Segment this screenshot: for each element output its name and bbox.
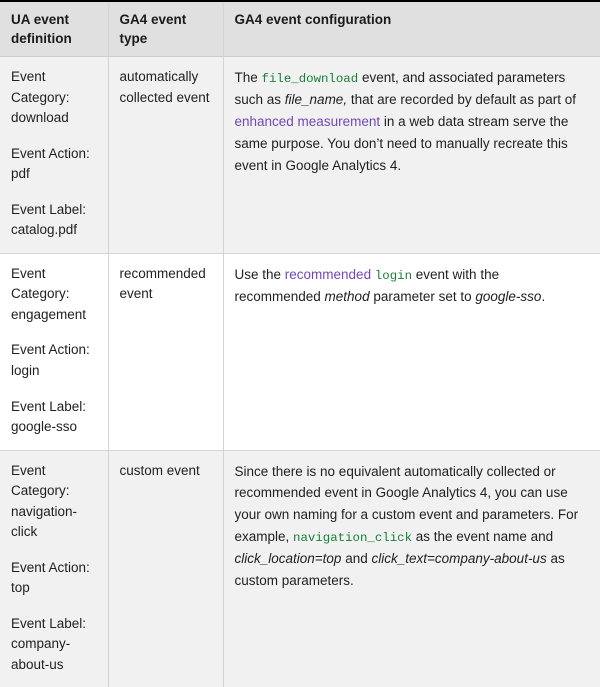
event-label-label: Event Label: <box>11 201 87 217</box>
table-row <box>0 450 600 687</box>
cell-ua-event-definition <box>0 253 108 450</box>
event-label-value: catalog.pdf <box>11 222 78 238</box>
event-action-label: Event Action: <box>11 145 90 161</box>
event-label-block <box>11 397 97 438</box>
event-label-label: Event Label: <box>11 615 87 631</box>
event-category-label: Event Category: <box>11 265 70 302</box>
column-header-ua-event-definition: UA event definition <box>0 2 108 57</box>
event-category-value: engagement <box>11 306 87 322</box>
configuration-text <box>235 264 590 308</box>
configuration-text <box>235 67 590 177</box>
event-action-value: top <box>11 580 30 596</box>
text-fragment: The <box>234 70 262 86</box>
event-category-block <box>11 461 97 543</box>
param-click-location: click_location=top <box>234 551 342 567</box>
text-fragment: and <box>341 551 372 567</box>
event-category-label: Event Category: <box>11 69 70 105</box>
cell-ua-event-definition <box>0 57 108 254</box>
table-header <box>0 2 600 57</box>
configuration-text <box>235 461 590 592</box>
event-label-label: Event Label: <box>11 398 87 414</box>
text-fragment: in a web data stream serve the same purpose. You don’t need to manually recreate this event in Google Analytics 4. <box>234 114 569 173</box>
event-label-block <box>11 614 97 676</box>
table-row <box>0 57 600 254</box>
code-navigation-click: navigation_click <box>293 531 413 546</box>
cell-ga4-event-configuration <box>223 57 600 254</box>
event-label-block <box>11 200 97 241</box>
text-fragment: parameter set to <box>369 289 476 305</box>
event-category-label: Event Category: <box>11 462 70 499</box>
link-recommended[interactable]: recommended <box>284 266 372 282</box>
event-category-value: download <box>11 110 69 126</box>
ua-to-ga4-event-mapping-table <box>0 2 600 687</box>
param-method: method <box>324 289 370 305</box>
event-action-label: Event Action: <box>11 342 90 358</box>
event-label-value: company-about-us <box>11 636 71 672</box>
event-action-label: Event Action: <box>11 559 90 575</box>
event-category-block <box>11 67 97 129</box>
text-fragment: as the event name and <box>412 529 554 545</box>
event-action-block <box>11 144 97 185</box>
text-fragment: Since there is no equivalent automatically collected or recommended event in Google Analytics 4, you can use your own naming for a custom event and parameters. For example, <box>234 463 579 545</box>
text-fragment: event with the recommended <box>234 266 500 305</box>
cell-ga4-event-type: recommended event <box>108 253 223 450</box>
cell-ga4-event-type: automatically collected event <box>108 57 223 254</box>
event-action-value: pdf <box>11 166 30 182</box>
column-header-ga4-event-configuration: GA4 event configuration <box>223 2 600 57</box>
table-row <box>0 253 600 450</box>
cell-ga4-event-configuration <box>223 450 600 687</box>
code-login: login <box>374 268 413 283</box>
text-fragment: that are recorded by default as part of <box>347 92 576 108</box>
param-file-name: file_name, <box>284 92 348 108</box>
table-body <box>0 57 600 687</box>
link-enhanced-measurement[interactable]: enhanced measurement <box>234 114 381 130</box>
event-action-block <box>11 558 97 599</box>
cell-ga4-event-configuration <box>223 253 600 450</box>
code-file-download: file_download <box>261 72 359 87</box>
column-header-ga4-event-type: GA4 event type <box>108 2 223 57</box>
event-label-value: google-sso <box>11 419 78 435</box>
cell-ga4-event-type: custom event <box>108 450 223 687</box>
event-action-block <box>11 340 97 381</box>
text-fragment: event, and associated parameters such as <box>234 70 566 108</box>
event-action-value: login <box>11 362 40 378</box>
event-category-value: navigation-click <box>11 503 78 540</box>
text-fragment: Use the <box>234 266 285 282</box>
text-fragment: . <box>541 289 546 305</box>
cell-ua-event-definition <box>0 450 108 687</box>
event-category-block <box>11 264 97 326</box>
param-google-sso: google-sso <box>475 289 542 305</box>
param-click-text: click_text=company-about-us <box>371 551 547 567</box>
text-fragment: as custom parameters. <box>234 551 565 589</box>
table-header-row <box>0 2 600 57</box>
